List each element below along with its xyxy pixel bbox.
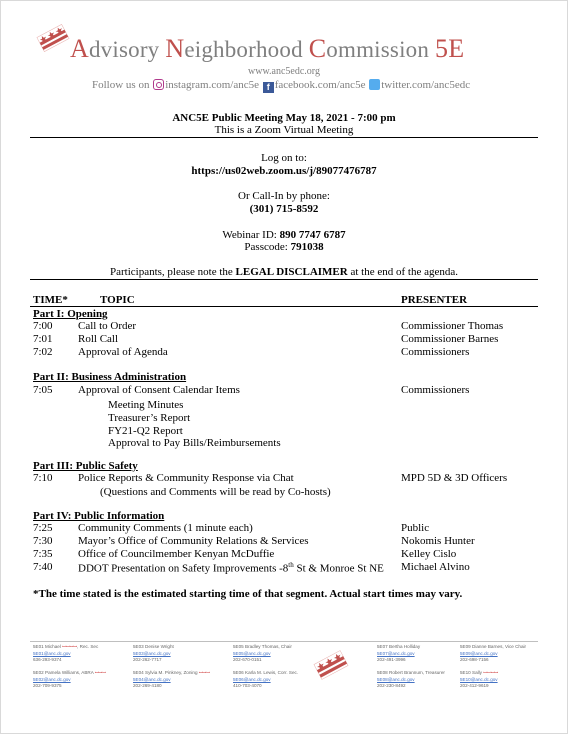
agenda-subitem: FY21-Q2 Report xyxy=(108,425,183,437)
commissioner-contact: 5E01 Michael ꟷꟷꟷꟷ, Rec. Sec 5E01@anc.dc.gov 636-293-9374 xyxy=(33,644,99,662)
passcode-line: Passcode: 791038 xyxy=(244,241,324,253)
time-footnote: *The time stated is the estimated starting time of that segment. Actual start times may vary. xyxy=(33,588,463,600)
social-links xyxy=(92,79,470,93)
agenda-presenter: Commissioners xyxy=(401,384,470,396)
commissioner-contact: 5E09 Dianne Barnes, Vice Chair 5E09@anc.dc.gov 202-698-7156 xyxy=(460,644,527,662)
webinar-id: 890 7747 6787 xyxy=(279,229,346,241)
agenda-topic: Community Comments (1 minute each) xyxy=(78,522,253,534)
commissioner-contact: 5E04 Sylvia M. Pinkney, Zoning ꟷꟷꟷ 5E04@anc.dc.gov 202-269-4180 xyxy=(133,670,211,688)
col-topic-header: TOPIC xyxy=(100,294,135,306)
commissioner-contact: 5E02 Pamela Williams, ABRA ꟷꟷꟷ 5E02@anc.dc.gov 202-709-9375 xyxy=(33,670,107,688)
meeting-subtitle: This is a Zoom Virtual Meeting xyxy=(214,124,354,136)
zoom-url[interactable]: https://us02web.zoom.us/j/89077476787 xyxy=(191,165,377,177)
commissioner-contact: 5E06 Karla M. Lewis, Corr. Sec. 5E06@anc.dc.gov 410-703-4070 xyxy=(233,670,299,688)
commissioner-contact: 5E08 Robert Brannum, Treasurer 5E08@anc.dc.gov 202-230-8492 xyxy=(377,670,445,688)
agenda-time: 7:10 xyxy=(33,472,53,484)
agenda-subitem: Meeting Minutes xyxy=(108,399,184,411)
commissioner-contact: 5E03 Denise Wright 5E03@anc.dc.gov 202-262-7717 xyxy=(133,644,174,662)
agenda-presenter: Commissioner Barnes xyxy=(401,333,499,345)
agenda-presenter: MPD 5D & 3D Officers xyxy=(401,472,508,484)
agenda-presenter: Commissioner Thomas xyxy=(401,320,504,332)
phone-number: (301) 715-8592 xyxy=(249,203,319,215)
follow-label: Follow us on xyxy=(92,79,153,91)
callin-label: Or Call-In by phone: xyxy=(238,190,330,202)
agenda-subitem: (Questions and Comments will be read by Co-hosts) xyxy=(100,486,331,498)
agenda-topic: Roll Call xyxy=(78,333,119,345)
commissioner-contact: 5E07 Bertha Holliday 5E07@anc.dc.gov 202-491-3996 xyxy=(377,644,421,662)
twitter-link[interactable]: twitter.com/anc5edc xyxy=(381,79,471,91)
agenda-time: 7:02 xyxy=(33,346,53,358)
website-link[interactable]: www.anc5edc.org xyxy=(248,66,320,77)
part3-heading: Part III: Public Safety xyxy=(33,460,138,472)
agenda-presenter: Kelley Cislo xyxy=(401,548,457,560)
part4-heading: Part IV: Public Information xyxy=(33,510,165,522)
meeting-title: ANC5E Public Meeting May 18, 2021 - 7:00 pm xyxy=(172,112,396,124)
agenda-topic: Approval of Agenda xyxy=(78,346,168,358)
col-time-header: TIME* xyxy=(33,294,68,306)
divider xyxy=(30,279,538,280)
agenda-topic: Mayor’s Office of Community Relations & Services xyxy=(78,535,309,547)
agenda-subitem: Treasurer’s Report xyxy=(108,412,191,424)
org-title: Advisory Neighborhood Commission 5E xyxy=(70,34,465,63)
agenda-time: 7:25 xyxy=(33,522,53,534)
instagram-link[interactable]: instagram.com/anc5e xyxy=(165,79,259,91)
dc-flag-logo xyxy=(36,22,70,54)
agenda-time: 7:05 xyxy=(33,384,53,396)
dc-flag-logo-footer xyxy=(313,648,349,682)
agenda-time: 7:30 xyxy=(33,535,53,547)
agenda-topic: Approval of Consent Calendar Items xyxy=(78,384,240,396)
commissioner-contact: 5E10 Sally ꟷꟷꟷꟷ 5E10@anc.dc.gov 202-412-9619 xyxy=(460,670,499,688)
agenda-time: 7:00 xyxy=(33,320,53,332)
agenda-topic: Office of Councilmember Kenyan McDuffie xyxy=(78,548,275,560)
part1-heading: Part I: Opening xyxy=(33,308,108,320)
webinar-id-line: Webinar ID: 890 7747 6787 xyxy=(222,229,346,241)
agenda-time: 7:01 xyxy=(33,333,53,345)
twitter-icon xyxy=(369,79,380,90)
footer-divider xyxy=(30,641,538,642)
agenda-presenter: Michael Alvino xyxy=(401,561,470,573)
facebook-link[interactable]: facebook.com/anc5e xyxy=(274,79,366,91)
agenda-subitem: Approval to Pay Bills/Reimbursements xyxy=(108,437,281,449)
divider xyxy=(30,137,538,138)
facebook-icon: f xyxy=(263,82,274,93)
divider xyxy=(30,306,538,307)
disclaimer-note: Participants, please note the LEGAL DISCLAIMER at the end of the agenda. xyxy=(110,266,458,278)
agenda-topic: Call to Order xyxy=(78,320,137,332)
instagram-icon xyxy=(153,79,164,90)
agenda-topic: DDOT Presentation on Safety Improvements -8th St & Monroe St NE xyxy=(78,561,384,575)
part2-heading: Part II: Business Administration xyxy=(33,371,187,383)
agenda-presenter: Nokomis Hunter xyxy=(401,535,475,547)
logon-label: Log on to: xyxy=(261,152,307,164)
passcode: 791038 xyxy=(290,241,324,253)
agenda-time: 7:35 xyxy=(33,548,53,560)
commissioner-contact: 5E05 Bradley Thomas, Chair 5E05@anc.dc.gov 202-670-0151 xyxy=(233,644,292,662)
agenda-topic: Police Reports & Community Response via Chat xyxy=(78,472,294,484)
col-presenter-header: PRESENTER xyxy=(401,294,468,306)
agenda-time: 7:40 xyxy=(33,561,53,573)
agenda-presenter: Public xyxy=(401,522,430,534)
agenda-presenter: Commissioners xyxy=(401,346,470,358)
